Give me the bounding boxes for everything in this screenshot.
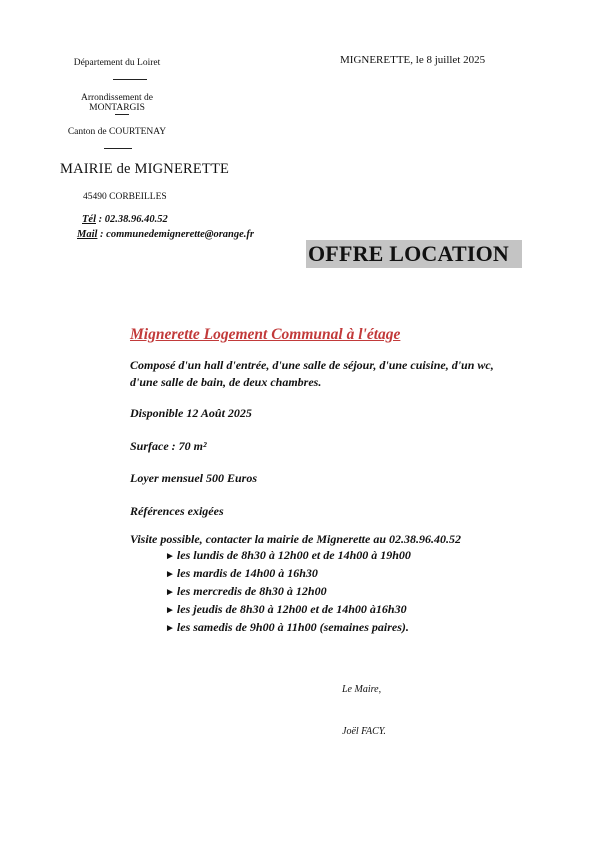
black-right-pointer-icon: ► (165, 587, 175, 598)
schedule-text: les jeudis de 8h30 à 12h00 et de 14h00 à16h30 (176, 602, 407, 616)
black-right-pointer-icon: ► (165, 623, 175, 634)
schedule-text: les lundis de 8h30 à 12h00 et de 14h00 à 19h00 (176, 548, 411, 562)
schedule-text: les mardis de 14h00 à 16h30 (176, 566, 318, 580)
phone-value: : 02.38.96.40.52 (96, 214, 168, 225)
black-right-pointer-icon: ► (165, 605, 175, 616)
email-label: Mail (77, 229, 98, 240)
arrondissement-label: Arrondissement de MONTARGIS (80, 93, 154, 113)
description-line: d'une salle de bain, de deux chambres. (130, 375, 322, 389)
email-value[interactable]: : communedemignerette@orange.fr (97, 229, 255, 240)
availability: Disponible 12 Août 2025 (130, 406, 252, 420)
phone-line (82, 214, 168, 225)
schedule-text: les mercredis de 8h30 à 12h00 (176, 584, 327, 598)
signature-role: Le Maire, (342, 684, 382, 695)
header-divider (104, 148, 132, 149)
offer-description (130, 357, 494, 391)
date-line: MIGNERETTE, le 8 juillet 2025 (340, 54, 486, 66)
header-divider (113, 79, 147, 80)
schedule-text: les samedis de 9h00 à 11h00 (semaines paires). (176, 620, 409, 634)
black-right-pointer-icon: ► (165, 569, 175, 580)
header-divider (115, 114, 129, 115)
visit-schedule (165, 547, 411, 637)
list-item (165, 565, 411, 583)
phone-label: Tél (82, 214, 96, 225)
signature-name: Joël FACY. (342, 726, 386, 737)
list-item (165, 601, 411, 619)
email-line (77, 229, 254, 240)
black-right-pointer-icon: ► (165, 551, 175, 562)
description-line: Composé d'un hall d'entrée, d'une salle de séjour, d'une cuisine, d'un wc, (130, 358, 494, 372)
surface: Surface : 70 m² (130, 439, 207, 453)
visit-intro: Visite possible, contacter la mairie de Mignerette au 02.38.96.40.52 (130, 532, 461, 546)
monthly-rent: Loyer mensuel 500 Euros (130, 471, 258, 485)
list-item (165, 583, 411, 601)
canton-label: Canton de COURTENAY (67, 127, 167, 137)
list-item (165, 619, 411, 637)
mairie-name: MAIRIE de MIGNERETTE (60, 161, 230, 177)
list-item (165, 547, 411, 565)
offer-title: Mignerette Logement Communal à l'étage (130, 326, 401, 343)
references-required: Références exigées (130, 504, 224, 518)
postal-address: 45490 CORBEILLES (83, 192, 167, 202)
offer-banner (306, 240, 522, 268)
department-label: Département du Loiret (73, 58, 161, 68)
offer-banner-text: OFFRE LOCATION (308, 241, 510, 266)
